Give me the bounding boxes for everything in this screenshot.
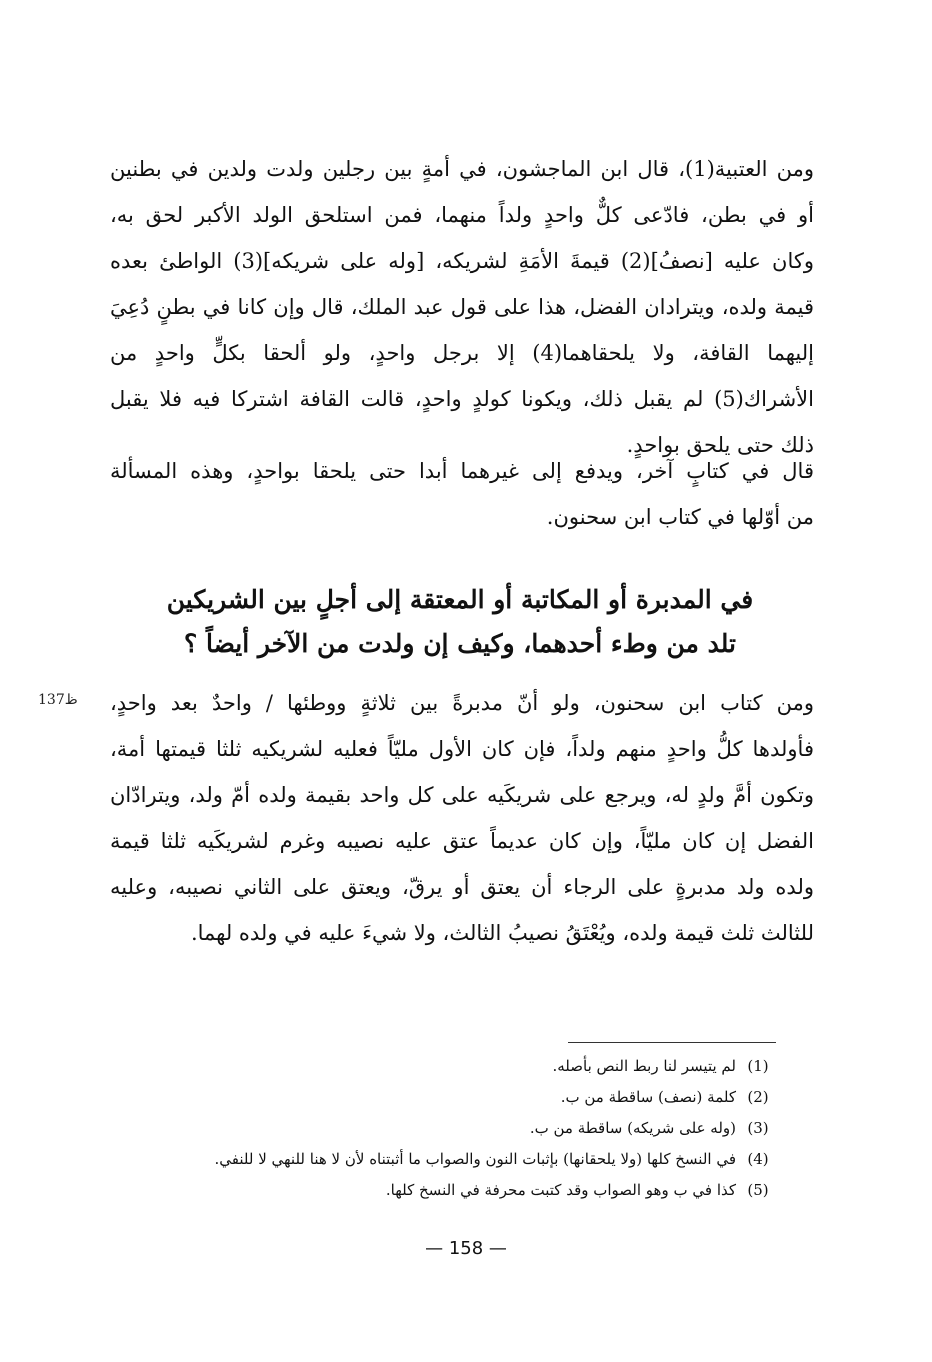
footnote-text: لم يتيسر لنا ربط النص بأصله. — [552, 1057, 736, 1075]
footnote-text: (وله على شريكه) ساقطة من ب. — [529, 1119, 736, 1137]
text-line: الفضل إن كان مليّاً، وإن كان عديماً عتق عليه نصيبه وغرم لشريكَيه ثلثا قيمة — [110, 829, 814, 853]
footnote — [140, 1113, 780, 1144]
text-line: وتكون أمَّ ولدٍ له، ويرجع على شريكَيه على كل واحد بقيمة ولده أمّ ولد، ويترادّان — [110, 783, 814, 807]
text-line: وكان عليه [نصفُ](2) قيمةَ الأمَةِ لشريكه، [وله على شريكه](3) الواطئ بعده — [110, 249, 814, 273]
paragraph-3 — [110, 680, 814, 956]
footnote-text: كذا في ب وهو الصواب وقد كتبت محرفة في النسخ كلها. — [385, 1181, 736, 1199]
footnote-number: (5) — [747, 1181, 769, 1199]
footnotes — [140, 1051, 780, 1206]
footnote-number: (1) — [747, 1057, 769, 1075]
footnote-text: كلمة (نصف) ساقطة من ب. — [560, 1088, 736, 1106]
folio-margin-note: ظ137 — [38, 692, 78, 708]
section-heading — [140, 578, 780, 666]
text-line: فأولدها كلُّ واحدٍ منهم ولداً، فإن كان الأول مليّاً فعليه لشريكيه ثلثا قيمتها أمة، — [110, 737, 814, 761]
footnote-text: في النسخ كلها (ولا يلحقانها) بإثبات النون والصواب ما أثبتناه لأن لا هنا للنهي لا للنفي. — [214, 1150, 736, 1168]
text-line: الأشراك(5) لم يقبل ذلك، ويكونا كولدٍ واحدٍ، قالت القافة اشتركا فيه فلا يقبل — [110, 387, 814, 411]
footnote-divider — [568, 1042, 776, 1043]
text-line: قال في كتابٍ آخر، ويدفع إلى غيرهما أبدا حتى يلحقا بواحدٍ، وهذه المسألة — [110, 459, 814, 483]
text-line: إليهما القافة، ولا يلحقاهما(4) إلا برجل واحدٍ، ولو ألحقا بكلٍّ واحدٍ من — [110, 341, 814, 365]
footnote-number: (2) — [747, 1088, 769, 1106]
footnote-number: (3) — [747, 1119, 769, 1137]
footnote-number: (4) — [747, 1150, 769, 1168]
paragraph-2 — [110, 448, 814, 540]
footnote — [140, 1175, 780, 1206]
text-line: قيمة ولده، ويترادان الفضل، هذا على قول عبد الملك، قال وإن كانا في بطنٍ دُعِيَ — [110, 295, 814, 319]
text-line: ذلك حتى يلحق بواحدٍ. — [626, 433, 814, 457]
heading-line-1: في المدبرة أو المكاتبة أو المعتقة إلى أجلٍ بين الشريكين — [166, 585, 754, 614]
footnote — [140, 1144, 780, 1175]
paragraph-1 — [110, 146, 814, 468]
footnote — [140, 1051, 780, 1082]
page-number: — 158 — — [425, 1238, 507, 1259]
text-line: من أوّلها في كتاب ابن سحنون. — [546, 505, 814, 529]
text-line: للثالث ثلث قيمة ولده، ويُعْتَقُ نصيبُ الثالث، ولا شيءَ عليه في ولده لهما. — [190, 921, 814, 945]
footnote — [140, 1082, 780, 1113]
heading-line-2: تلد من وطء أحدهما، وكيف إن ولدت من الآخر أيضاً ؟ — [183, 629, 736, 658]
text-line: ولده ولد مدبرةٍ على الرجاء أن يعتق أو يرقّ، ويعتق على الثاني نصيبه، وعليه — [110, 875, 814, 899]
text-line: ومن العتبية(1)، قال ابن الماجشون، في أمةٍ بين رجلين ولدت ولدين في بطنين — [110, 157, 814, 181]
text-line: أو في بطن، فادّعى كلٌّ واحدٍ ولداً منهما، فمن استلحق الولد الأكبر لحق به، — [110, 203, 814, 227]
text-line: ومن كتاب ابن سحنون، ولو أنّ مدبرةً بين ثلاثةٍ ووطئها / واحدٌ بعد واحدٍ، — [110, 691, 814, 715]
